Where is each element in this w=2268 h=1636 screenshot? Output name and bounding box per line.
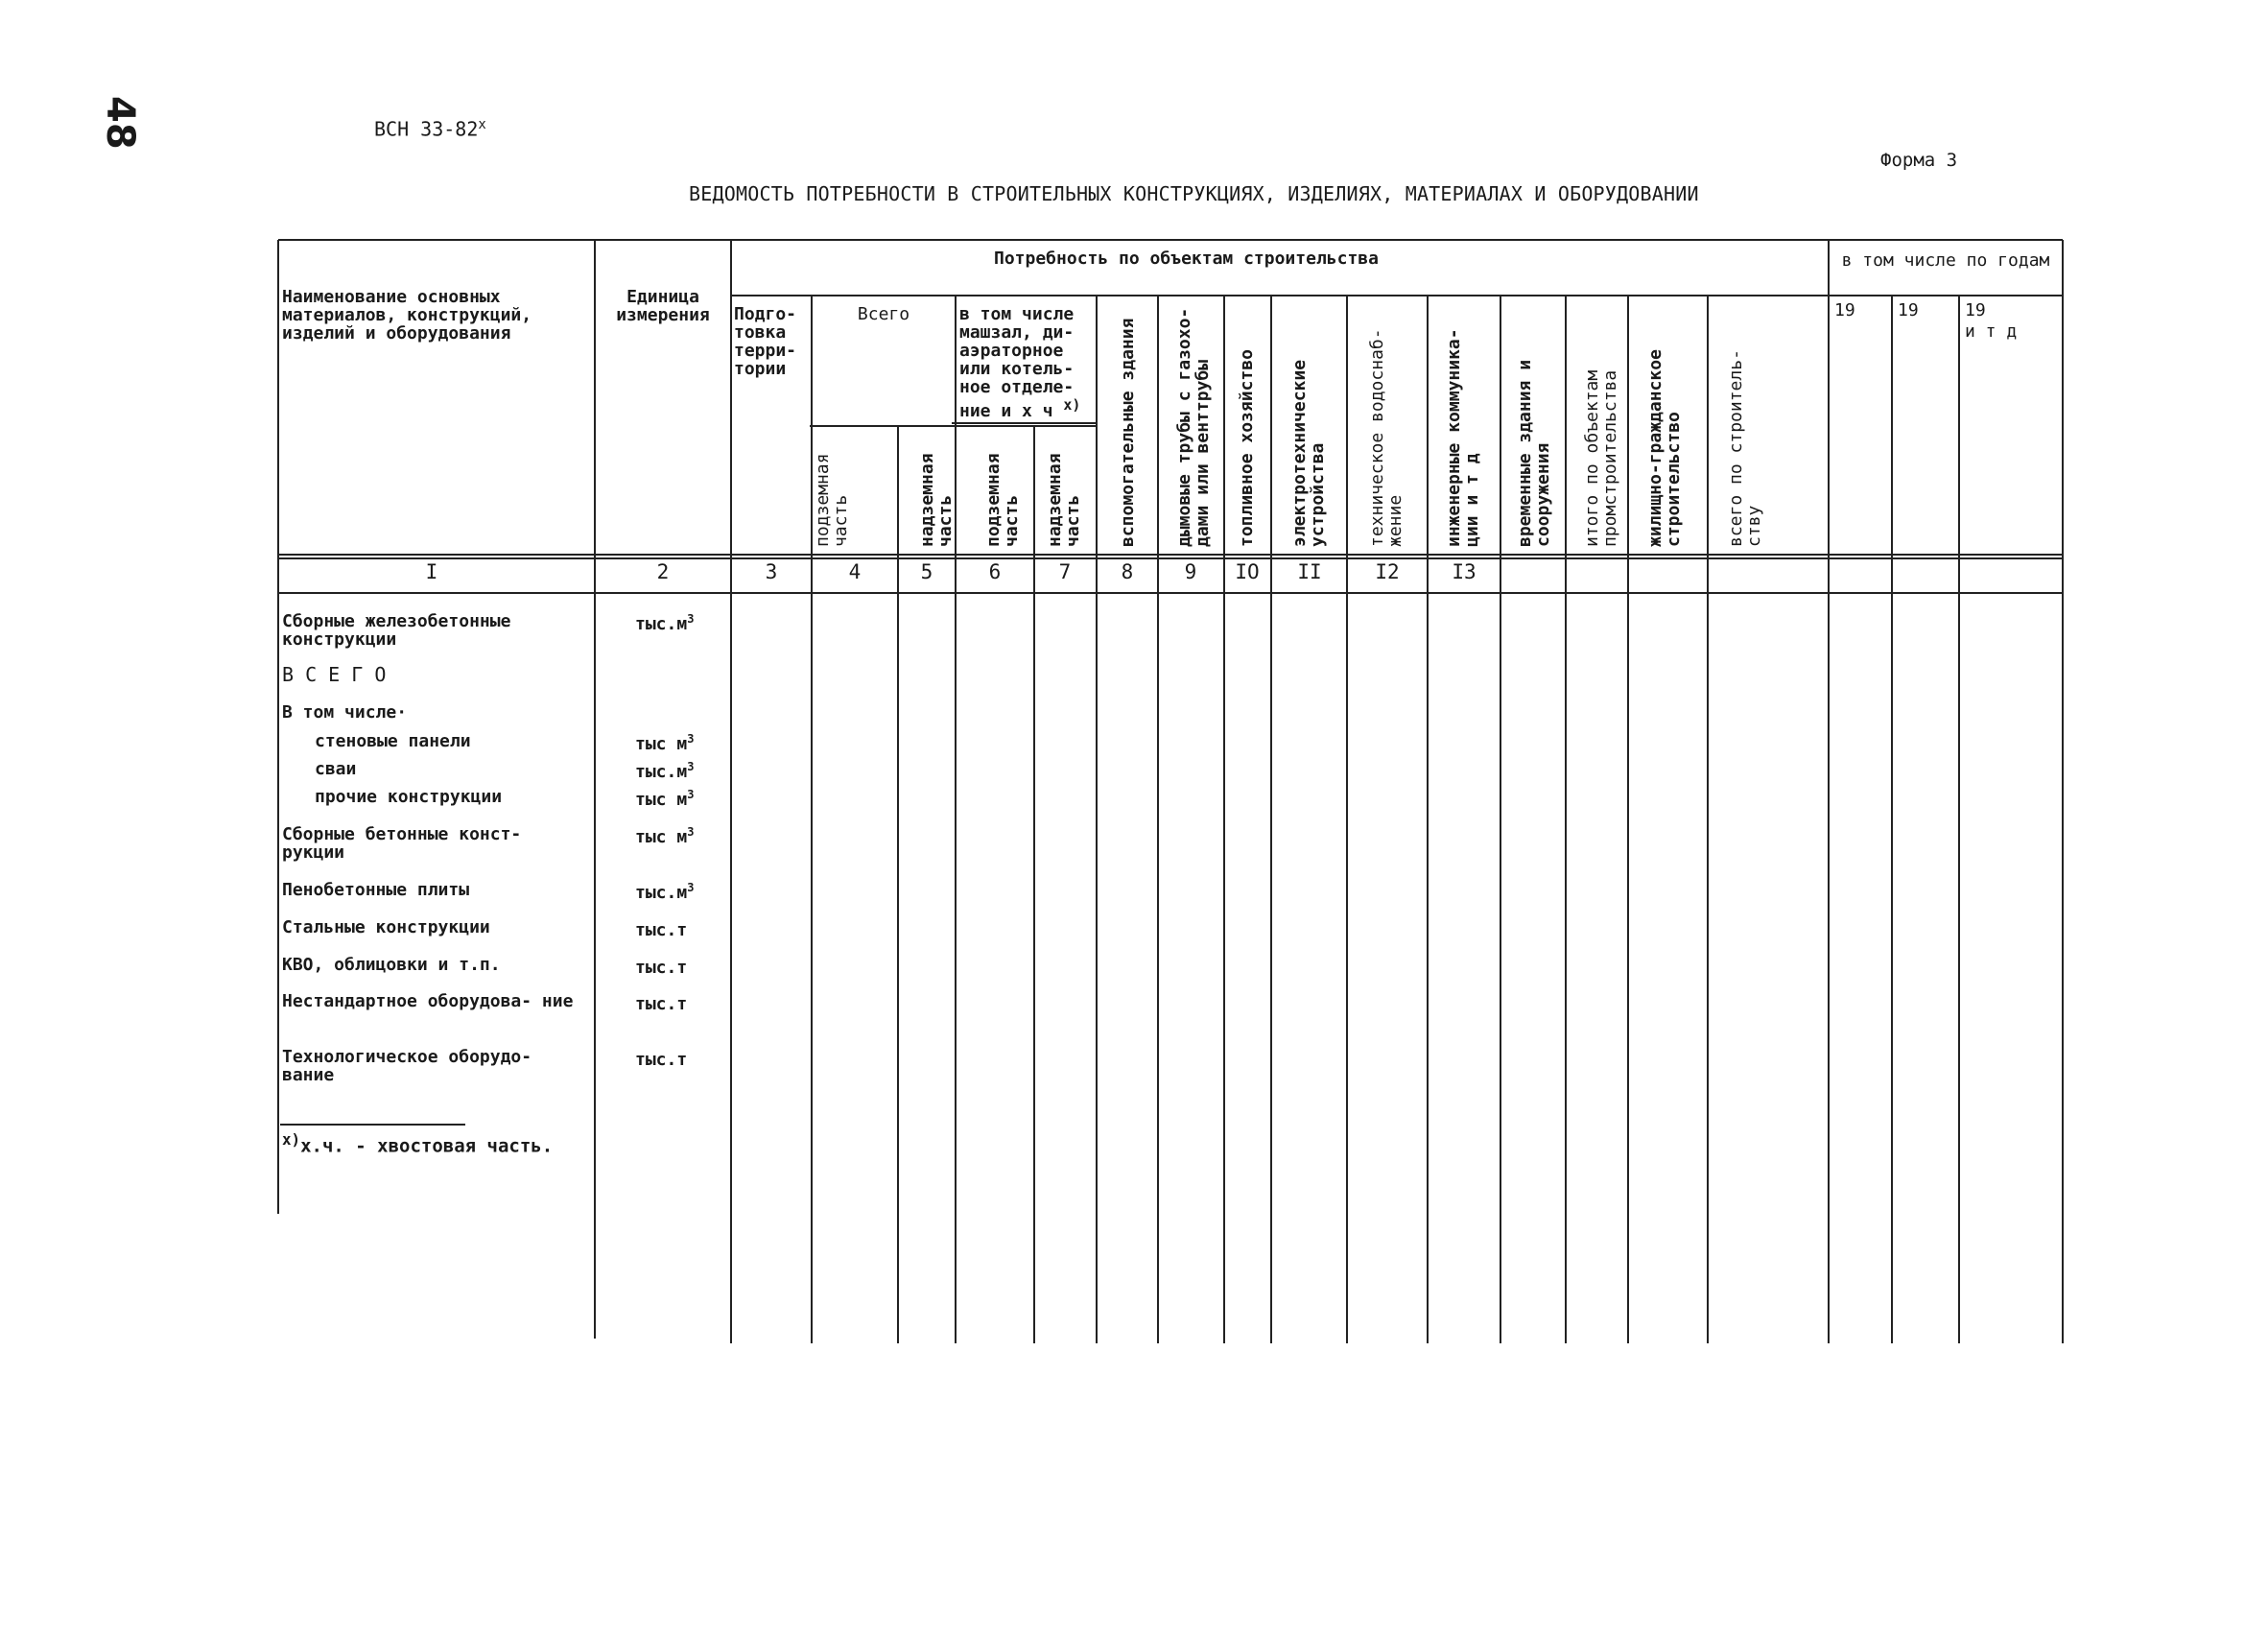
row-unit (635, 760, 694, 782)
col-temporary: временные здания и сооружения (1515, 359, 1553, 547)
years-header: в том числе по годам (1841, 250, 2050, 271)
row-unit-sup: 3 (687, 788, 695, 801)
sub-aboveground: надземная часть (917, 453, 956, 547)
form-label: Форма 3 (1880, 150, 1958, 171)
col-water-supply: техническое водоснаб- жение (1367, 328, 1406, 547)
col-incl-mark: x) (1063, 396, 1081, 414)
document-code-mark: x (478, 117, 486, 132)
row-name: стеновые панели (315, 731, 471, 751)
sub-underground-2: подземная часть (983, 453, 1022, 547)
col-utilities: инженерные коммуника- ции и т д (1444, 328, 1482, 547)
column-number: II (1297, 560, 1322, 583)
row-name: Технологическое оборудо- вание (282, 1047, 532, 1085)
document-title: ВЕДОМОСТЬ ПОТРЕБНОСТИ В СТРОИТЕЛЬНЫХ КОНСТРУКЦИЯХ, ИЗДЕЛИЯХ, МАТЕРИАЛАХ И ОБОРУДОВАНИИ (689, 182, 1699, 205)
col-civil: жилищно-гражданское строительство (1645, 349, 1684, 547)
row-unit-sup: 3 (687, 760, 695, 773)
sub-underground: подземная часть (813, 453, 851, 547)
year-2: 19 (1898, 300, 1919, 320)
col-electrical: электротехнические устройства (1289, 359, 1328, 547)
row-name: Нестандартное оборудова- ние (282, 991, 574, 1011)
footnote-mark: x) (282, 1130, 301, 1149)
column-number: 5 (920, 560, 933, 583)
col-auxiliary-buildings: вспомогательные здания (1118, 318, 1138, 547)
row-unit-text: тыс м (635, 734, 688, 754)
row-name: Сборные бетонные конст- рукции (282, 824, 522, 863)
row-unit-sup: 3 (687, 825, 695, 839)
row-unit (635, 1048, 687, 1070)
row-unit-text: тыс.т (635, 920, 688, 940)
col-chimneys: дымовые трубы с газохо- дами или венттрубы (1174, 307, 1213, 547)
year-1: 19 (1834, 300, 1855, 320)
col-incl-text: в том числе машзал, ди- аэраторное или котель- ное отделе- ние и х ч (959, 304, 1075, 421)
row-name: В С Е Г О (282, 663, 387, 686)
row-name: Сборные железобетонные конструкции (282, 611, 511, 650)
row-name: прочие конструкции (315, 787, 503, 807)
column-number: 3 (765, 560, 778, 583)
row-unit (635, 732, 694, 754)
col-name-header: Наименование основных материалов, конструкций, изделий и оборудования (282, 287, 532, 344)
footnote (282, 1130, 553, 1155)
column-number: I2 (1375, 560, 1400, 583)
col-fuel: топливное хозяйство (1237, 349, 1257, 547)
year-3-suffix: и т д (1965, 321, 2018, 342)
col-site-prep-header: Подго- товка терри- тории (734, 304, 797, 379)
page-number: 48 (98, 96, 142, 150)
row-unit (635, 788, 694, 810)
row-unit (635, 612, 694, 634)
row-unit (635, 881, 694, 903)
column-number: 9 (1184, 560, 1197, 583)
column-number: IO (1235, 560, 1260, 583)
column-number: 8 (1121, 560, 1134, 583)
row-unit-text: тыс.т (635, 994, 688, 1014)
col-total-header: Всего (857, 304, 910, 324)
row-unit-text: тыс м (635, 827, 688, 847)
document-code-text: ВСН 33-82 (374, 117, 479, 141)
row-unit-sup: 3 (687, 881, 695, 894)
row-unit (635, 918, 687, 940)
row-unit (635, 825, 694, 847)
row-unit-text: тыс.м (635, 614, 688, 634)
col-incl-header (959, 305, 1094, 420)
col-industrial-total: итого по объектам промстроительства (1582, 369, 1620, 547)
column-number: 2 (656, 560, 670, 583)
col-unit-header: Единица измерения (616, 287, 710, 325)
row-name: сваи (315, 759, 357, 779)
row-name: КВО, облицовки и т.п. (282, 955, 501, 975)
column-number: 7 (1058, 560, 1072, 583)
column-number: 4 (848, 560, 862, 583)
row-unit-sup: 3 (687, 732, 695, 746)
col-grand-total: всего по строитель- ству (1726, 349, 1764, 547)
row-unit-text: тыс.т (635, 958, 688, 978)
column-number: I3 (1452, 560, 1477, 583)
sub-aboveground-2: надземная часть (1045, 453, 1083, 547)
year-3: 19 (1965, 300, 1986, 320)
row-name: В том числе· (282, 702, 408, 723)
row-unit (635, 956, 687, 978)
row-unit-text: тыс.м (635, 883, 688, 903)
group-header: Потребность по объектам строительства (994, 249, 1379, 269)
row-unit-text: тыс.м (635, 762, 688, 782)
row-name: Стальные конструкции (282, 917, 490, 937)
column-number: 6 (988, 560, 1002, 583)
row-unit-text: тыс.т (635, 1050, 688, 1070)
footnote-text: х.ч. - хвостовая часть. (300, 1135, 554, 1157)
row-unit (635, 992, 687, 1014)
row-unit-text: тыс м (635, 790, 688, 810)
column-number: I (425, 560, 438, 583)
row-name: Пенобетонные плиты (282, 880, 470, 900)
row-unit-sup: 3 (687, 612, 695, 626)
